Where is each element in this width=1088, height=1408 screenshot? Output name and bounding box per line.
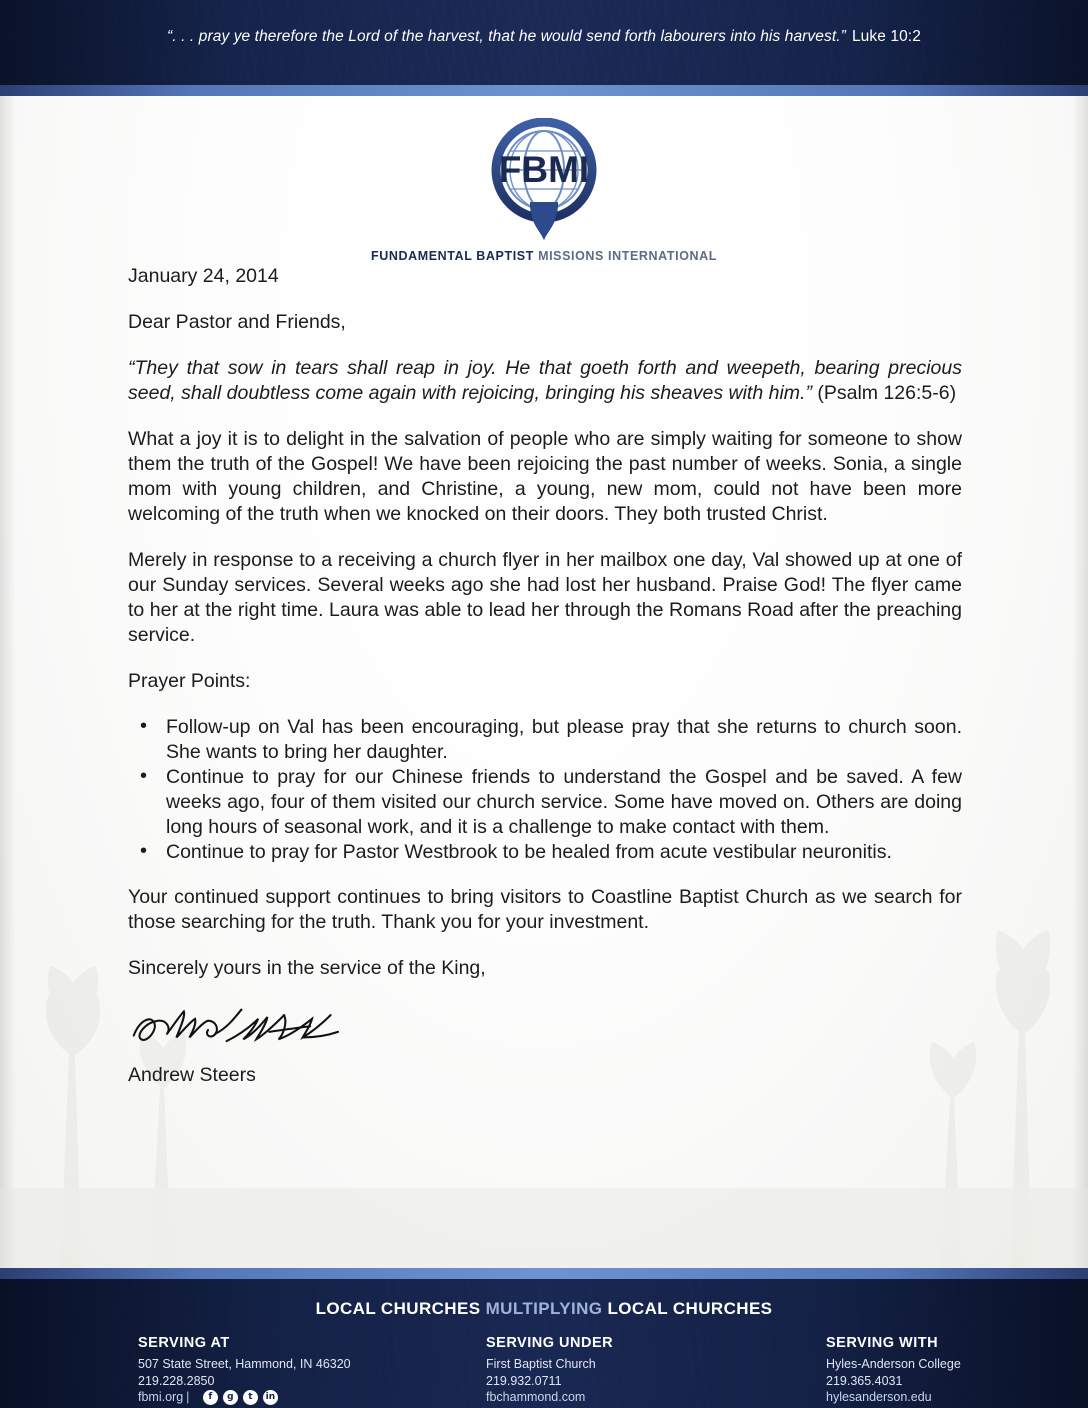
letter-paragraph-1: What a joy it is to delight in the salvation of people who are simply waiting for someone to show them the truth of the Gospel! We have been rejoicing the past number of weeks. Sonia, a single mom with young children, and Christine, a young, new mom, could not have been more welcoming of the truth when we knocked on their doors. They both trusted Christ. [128, 428, 962, 525]
list-item: • Continue to pray for our Chinese friends to understand the Gospel and be saved. A few weeks ago, four of them visited our church service. Some have moved on. Others are doing long hours of seasonal work, and it is a challenge to make contact with them. [162, 765, 962, 840]
google-plus-icon[interactable]: g [223, 1390, 238, 1405]
fbmi-logo-mark [444, 118, 644, 242]
scripture-quote-text: “They that sow in tears shall reap in joy. He that goeth forth and weepeth, bearing precious seed, shall doubtless come again with rejoicing, bringing his sheaves with him.” [128, 357, 962, 404]
signature-image [130, 1004, 344, 1056]
letter-paragraph-3: Your continued support continues to bring visitors to Coastline Baptist Church as we search for those searching for the truth. Thank you for your investment. [128, 886, 962, 933]
top-banner [0, 0, 1088, 85]
footer-website-row: fbmi.org | f g t in [138, 1389, 486, 1406]
footer-address: 507 State Street, Hammond, IN 46320 [138, 1357, 351, 1371]
letter-body [128, 264, 962, 1109]
paper-edge-right [1072, 96, 1088, 1268]
footer-tagline-part3: LOCAL CHURCHES [607, 1299, 773, 1318]
letter-paper [0, 96, 1088, 1268]
footer-heading: SERVING WITH [826, 1335, 939, 1351]
footer-phone: 219.932.0711 [486, 1373, 562, 1388]
letter-salutation: Dear Pastor and Friends, [128, 311, 346, 333]
footer-column-serving-under [486, 1335, 826, 1406]
prayer-points-list [128, 715, 962, 865]
signer-name: Andrew Steers [128, 1064, 256, 1086]
logo-tagline-bold: FUNDAMENTAL BAPTIST [370, 249, 534, 263]
footer-website-link[interactable]: fbmi.org [138, 1390, 184, 1404]
scripture-quote [128, 356, 962, 406]
footer-org: Hyles-Anderson College [826, 1357, 961, 1371]
fbmi-logo-tagline [0, 249, 1088, 263]
footer-tagline [0, 1299, 1088, 1319]
twitter-icon[interactable]: t [243, 1390, 258, 1405]
letter-closing: Sincerely yours in the service of the King, [128, 957, 486, 979]
footer-heading: SERVING AT [138, 1335, 230, 1351]
banner-verse-reference: Luke 10:2 [851, 28, 921, 45]
banner-verse [0, 28, 1088, 46]
letter-paragraph-2: Merely in response to a receiving a church flyer in her mailbox one day, Val showed up at one of our Sunday services. Several weeks ago she had lost her husband. Praise God! The flyer came to her at the right time. Laura was able to lead her through the Romans Road after the preaching service. [128, 549, 962, 646]
banner-divider-top [0, 85, 1088, 96]
footer-columns [138, 1335, 968, 1406]
footer-column-serving-at [138, 1335, 486, 1406]
footer-heading: SERVING UNDER [486, 1335, 614, 1351]
logo-tagline-light: MISSIONS INTERNATIONAL [538, 249, 718, 263]
footer-tagline-part1: LOCAL CHURCHES [315, 1299, 481, 1318]
prayer-points-label: Prayer Points: [128, 670, 251, 692]
list-item: • Continue to pray for Pastor Westbrook to be healed from acute vestibular neuronitis. [162, 840, 962, 865]
footer-org: First Baptist Church [486, 1357, 596, 1371]
list-item: • Follow-up on Val has been encouraging, but please pray that she returns to church soon. She wants to bring her daughter. [162, 715, 962, 765]
banner-verse-text: “. . . pray ye therefore the Lord of the harvest, that he would send forth labourers into his harvest.” [167, 28, 846, 45]
banner-divider-bottom [0, 1268, 1088, 1279]
fbmi-logo-svg [444, 118, 644, 242]
footer-website-link[interactable]: hylesanderson.edu [826, 1390, 932, 1404]
scripture-reference: (Psalm 126:5-6) [811, 382, 957, 404]
footer-phone: 219.365.4031 [826, 1373, 903, 1388]
svg-text:FBMI: FBMI [498, 149, 590, 190]
linkedin-icon[interactable]: in [263, 1390, 278, 1405]
social-links[interactable] [203, 1390, 278, 1405]
footer-phone: 219.228.2850 [138, 1373, 215, 1388]
facebook-icon[interactable]: f [203, 1390, 218, 1405]
page-footer [0, 1279, 1088, 1408]
footer-column-serving-with [826, 1335, 961, 1406]
footer-tagline-part2: MULTIPLYING [485, 1299, 603, 1318]
footer-website-link[interactable]: fbchammond.com [486, 1390, 586, 1404]
paper-edge-left [0, 96, 16, 1268]
letter-date: January 24, 2014 [128, 265, 279, 287]
fbmi-logo [0, 118, 1088, 263]
